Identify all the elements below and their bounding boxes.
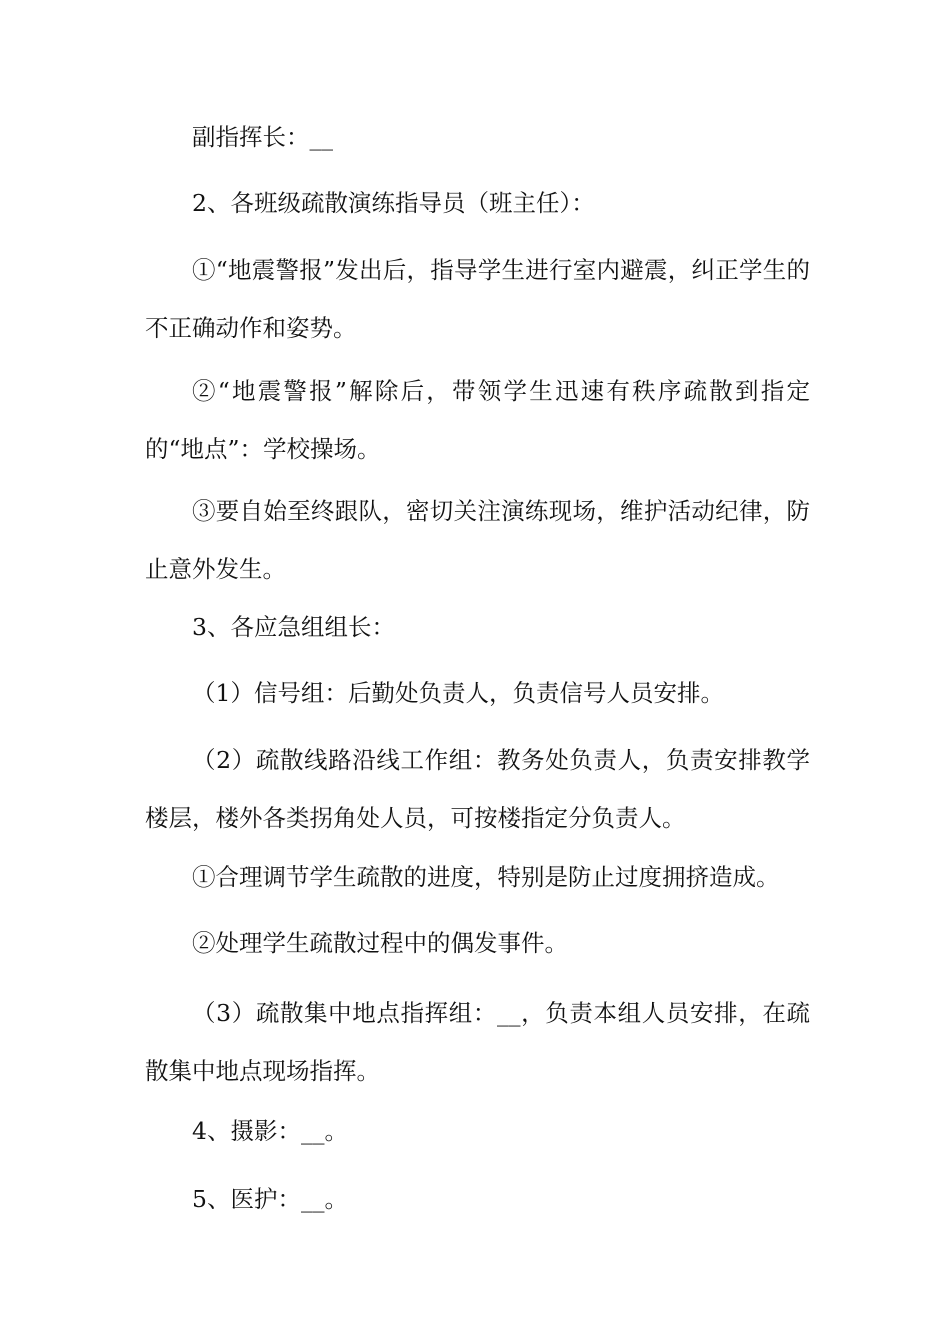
paragraph-deputy-commander: 副指挥长：__ (192, 123, 333, 151)
paragraph-item-earthquake-alarm-issued: ①“地震警报”发出后，指导学生进行室内避震，纠正学生的不正确动作和姿势。 (145, 256, 810, 342)
paragraph-route-work-group: （2）疏散线路沿线工作组：教务处负责人，负责安排教学楼层，楼外各类拐角处人员，可按楼指定分负责人。 (145, 746, 810, 832)
paragraph-section-2-heading: 2、各班级疏散演练指导员（班主任）： (192, 189, 595, 217)
paragraph-assembly-point-group: （3）疏散集中地点指挥组：__，负责本组人员安排，在疏散集中地点现场指挥。 (145, 999, 810, 1085)
paragraph-section-4-photography: 4、摄影：__。 (192, 1117, 348, 1145)
paragraph-section-3-heading: 3、各应急组组长： (192, 613, 395, 641)
paragraph-item-adjust-progress: ①合理调节学生疏散的进度，特别是防止过度拥挤造成。 (192, 863, 780, 891)
paragraph-signal-group: （1）信号组：后勤处负责人，负责信号人员安排。 (192, 679, 724, 707)
paragraph-item-follow-team: ③要自始至终跟队，密切关注演练现场，维护活动纪律，防止意外发生。 (145, 497, 810, 583)
paragraph-item-handle-incidents: ②处理学生疏散过程中的偶发事件。 (192, 929, 568, 957)
paragraph-item-earthquake-alarm-lifted: ②“地震警报”解除后，带领学生迅速有秩序疏散到指定的“地点”：学校操场。 (145, 377, 810, 463)
paragraph-section-5-medical: 5、医护：__。 (192, 1185, 348, 1213)
